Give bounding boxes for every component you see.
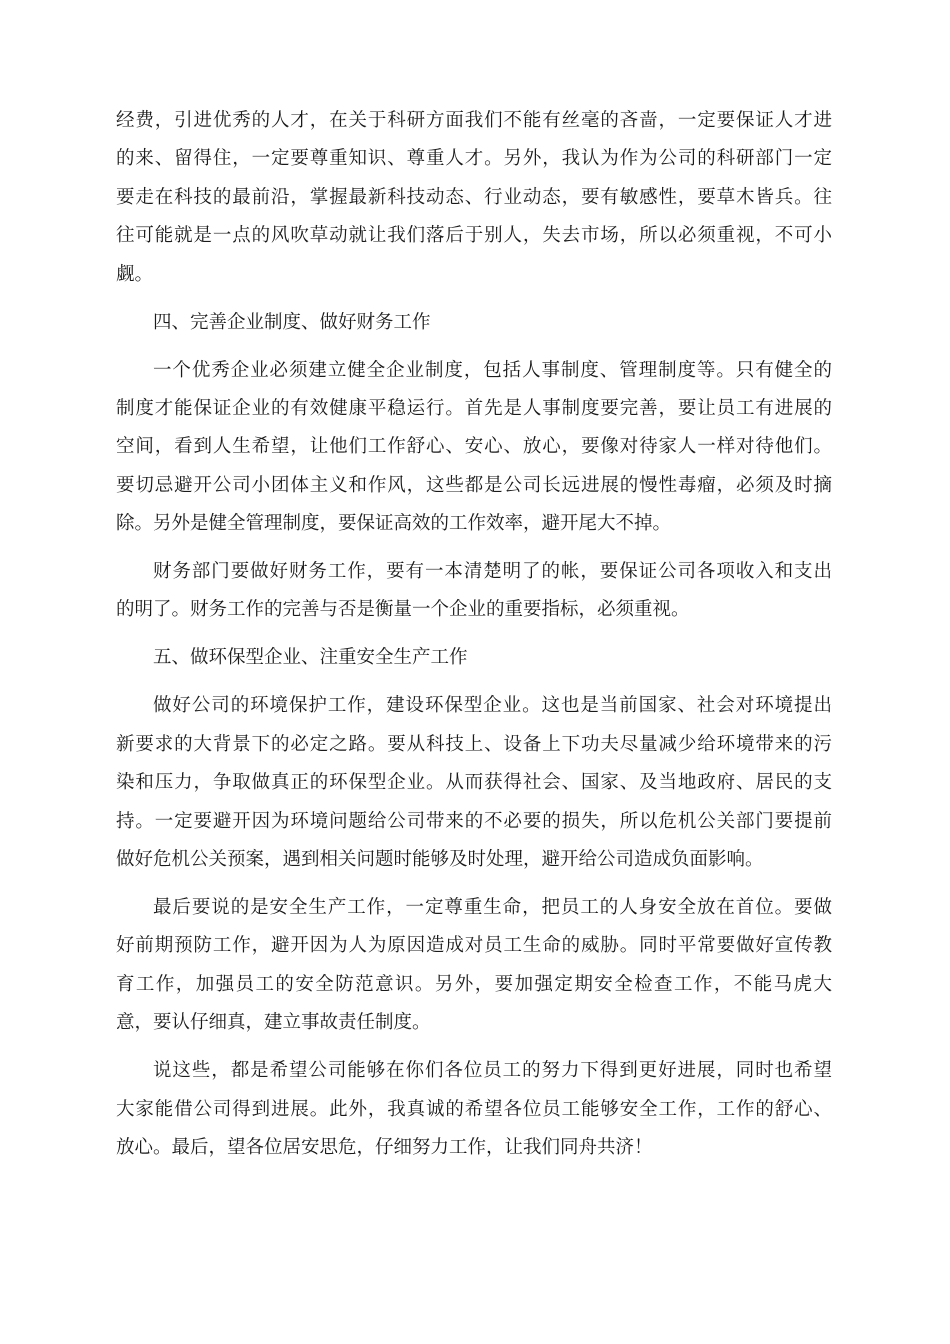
text-line: 五、做环保型企业、注重安全生产工作 (153, 647, 468, 669)
body-paragraph (116, 889, 832, 1043)
text-line: 最后要说的是安全生产工作，一定尊重生命，把员工的人身安全放在首位。要做 (153, 896, 832, 918)
text-line: 制度才能保证企业的有效健康平稳运行。首先是人事制度要完善，要让员工有进展的 (116, 397, 832, 419)
body-paragraph (116, 102, 832, 294)
text-line: 持。一定要避开因为环境问题给公司带来的不必要的损失，所以危机公关部门要提前 (116, 810, 832, 832)
text-line: 意，要认仔细真，建立事故责任制度。 (116, 1012, 431, 1034)
text-line: 往可能就是一点的风吹草动就让我们落后于别人，失去市场，所以必须重视，不可小 (116, 225, 832, 247)
text-line: 做好公司的环境保护工作，建设环保型企业。这也是当前国家、社会对环境提出 (153, 695, 832, 717)
text-line: 好前期预防工作，避开因为人为原因造成对员工生命的威胁。同时平常要做好宣传教 (116, 935, 832, 957)
text-line: 经费，引进优秀的人才，在关于科研方面我们不能有丝毫的吝啬，一定要保证人才进 (116, 110, 832, 131)
section-heading (116, 639, 832, 677)
section-heading (116, 304, 832, 342)
text-line: 四、完善企业制度、做好财务工作 (153, 311, 431, 333)
text-line: 育工作，加强员工的安全防范意识。另外，要加强定期安全检查工作，不能马虎大 (116, 973, 832, 995)
paragraph-gap (116, 342, 832, 352)
body-paragraph (116, 687, 832, 879)
text-line: 新要求的大背景下的必定之路。要从科技上、设备上下功夫尽量减少给环境带来的污 (116, 733, 832, 755)
paragraph-gap (116, 1043, 832, 1053)
paragraph-gap (116, 543, 832, 553)
text-line: 做好危机公关预案，遇到相关问题时能够及时处理，避开给公司造成负面影响。 (116, 849, 764, 870)
text-line: 财务部门要做好财务工作，要有一本清楚明了的帐，要保证公司各项收入和支出 (153, 561, 832, 583)
text-line: 觑。 (116, 263, 154, 285)
text-line: 放心。最后，望各位居安思危，仔细努力工作，让我们同舟共济！ (116, 1136, 653, 1158)
body-paragraph (116, 352, 832, 544)
document-page (116, 102, 832, 1167)
text-line: 的明了。财务工作的完善与否是衡量一个企业的重要指标，必须重视。 (116, 599, 690, 621)
text-line: 空间，看到人生希望，让他们工作舒心、安心、放心，要像对待家人一样对待他们。 (116, 436, 832, 458)
text-line: 一个优秀企业必须建立健全企业制度，包括人事制度、管理制度等。只有健全的 (153, 359, 832, 381)
paragraph-gap (116, 294, 832, 304)
text-line: 的来、留得住，一定要尊重知识、尊重人才。另外，我认为作为公司的科研部门一定 (116, 148, 832, 170)
body-paragraph (116, 1052, 832, 1167)
text-line: 染和压力，争取做真正的环保型企业。从而获得社会、国家、及当地政府、居民的支 (116, 772, 832, 794)
paragraph-gap (116, 630, 832, 640)
text-line: 大家能借公司得到进展。此外，我真诚的希望各位员工能够安全工作，工作的舒心、 (116, 1098, 832, 1120)
text-line: 除。另外是健全管理制度，要保证高效的工作效率，避开尾大不掉。 (116, 513, 672, 535)
paragraph-gap (116, 879, 832, 889)
text-line: 要切忌避开公司小团体主义和作风，这些都是公司长远进展的慢性毒瘤，必须及时摘 (116, 474, 832, 496)
paragraph-gap (116, 678, 832, 688)
body-paragraph (116, 553, 832, 630)
text-line: 要走在科技的最前沿，掌握最新科技动态、行业动态，要有敏感性，要草木皆兵。往 (116, 186, 832, 208)
text-line: 说这些，都是希望公司能够在你们各位员工的努力下得到更好进展，同时也希望 (153, 1060, 832, 1082)
